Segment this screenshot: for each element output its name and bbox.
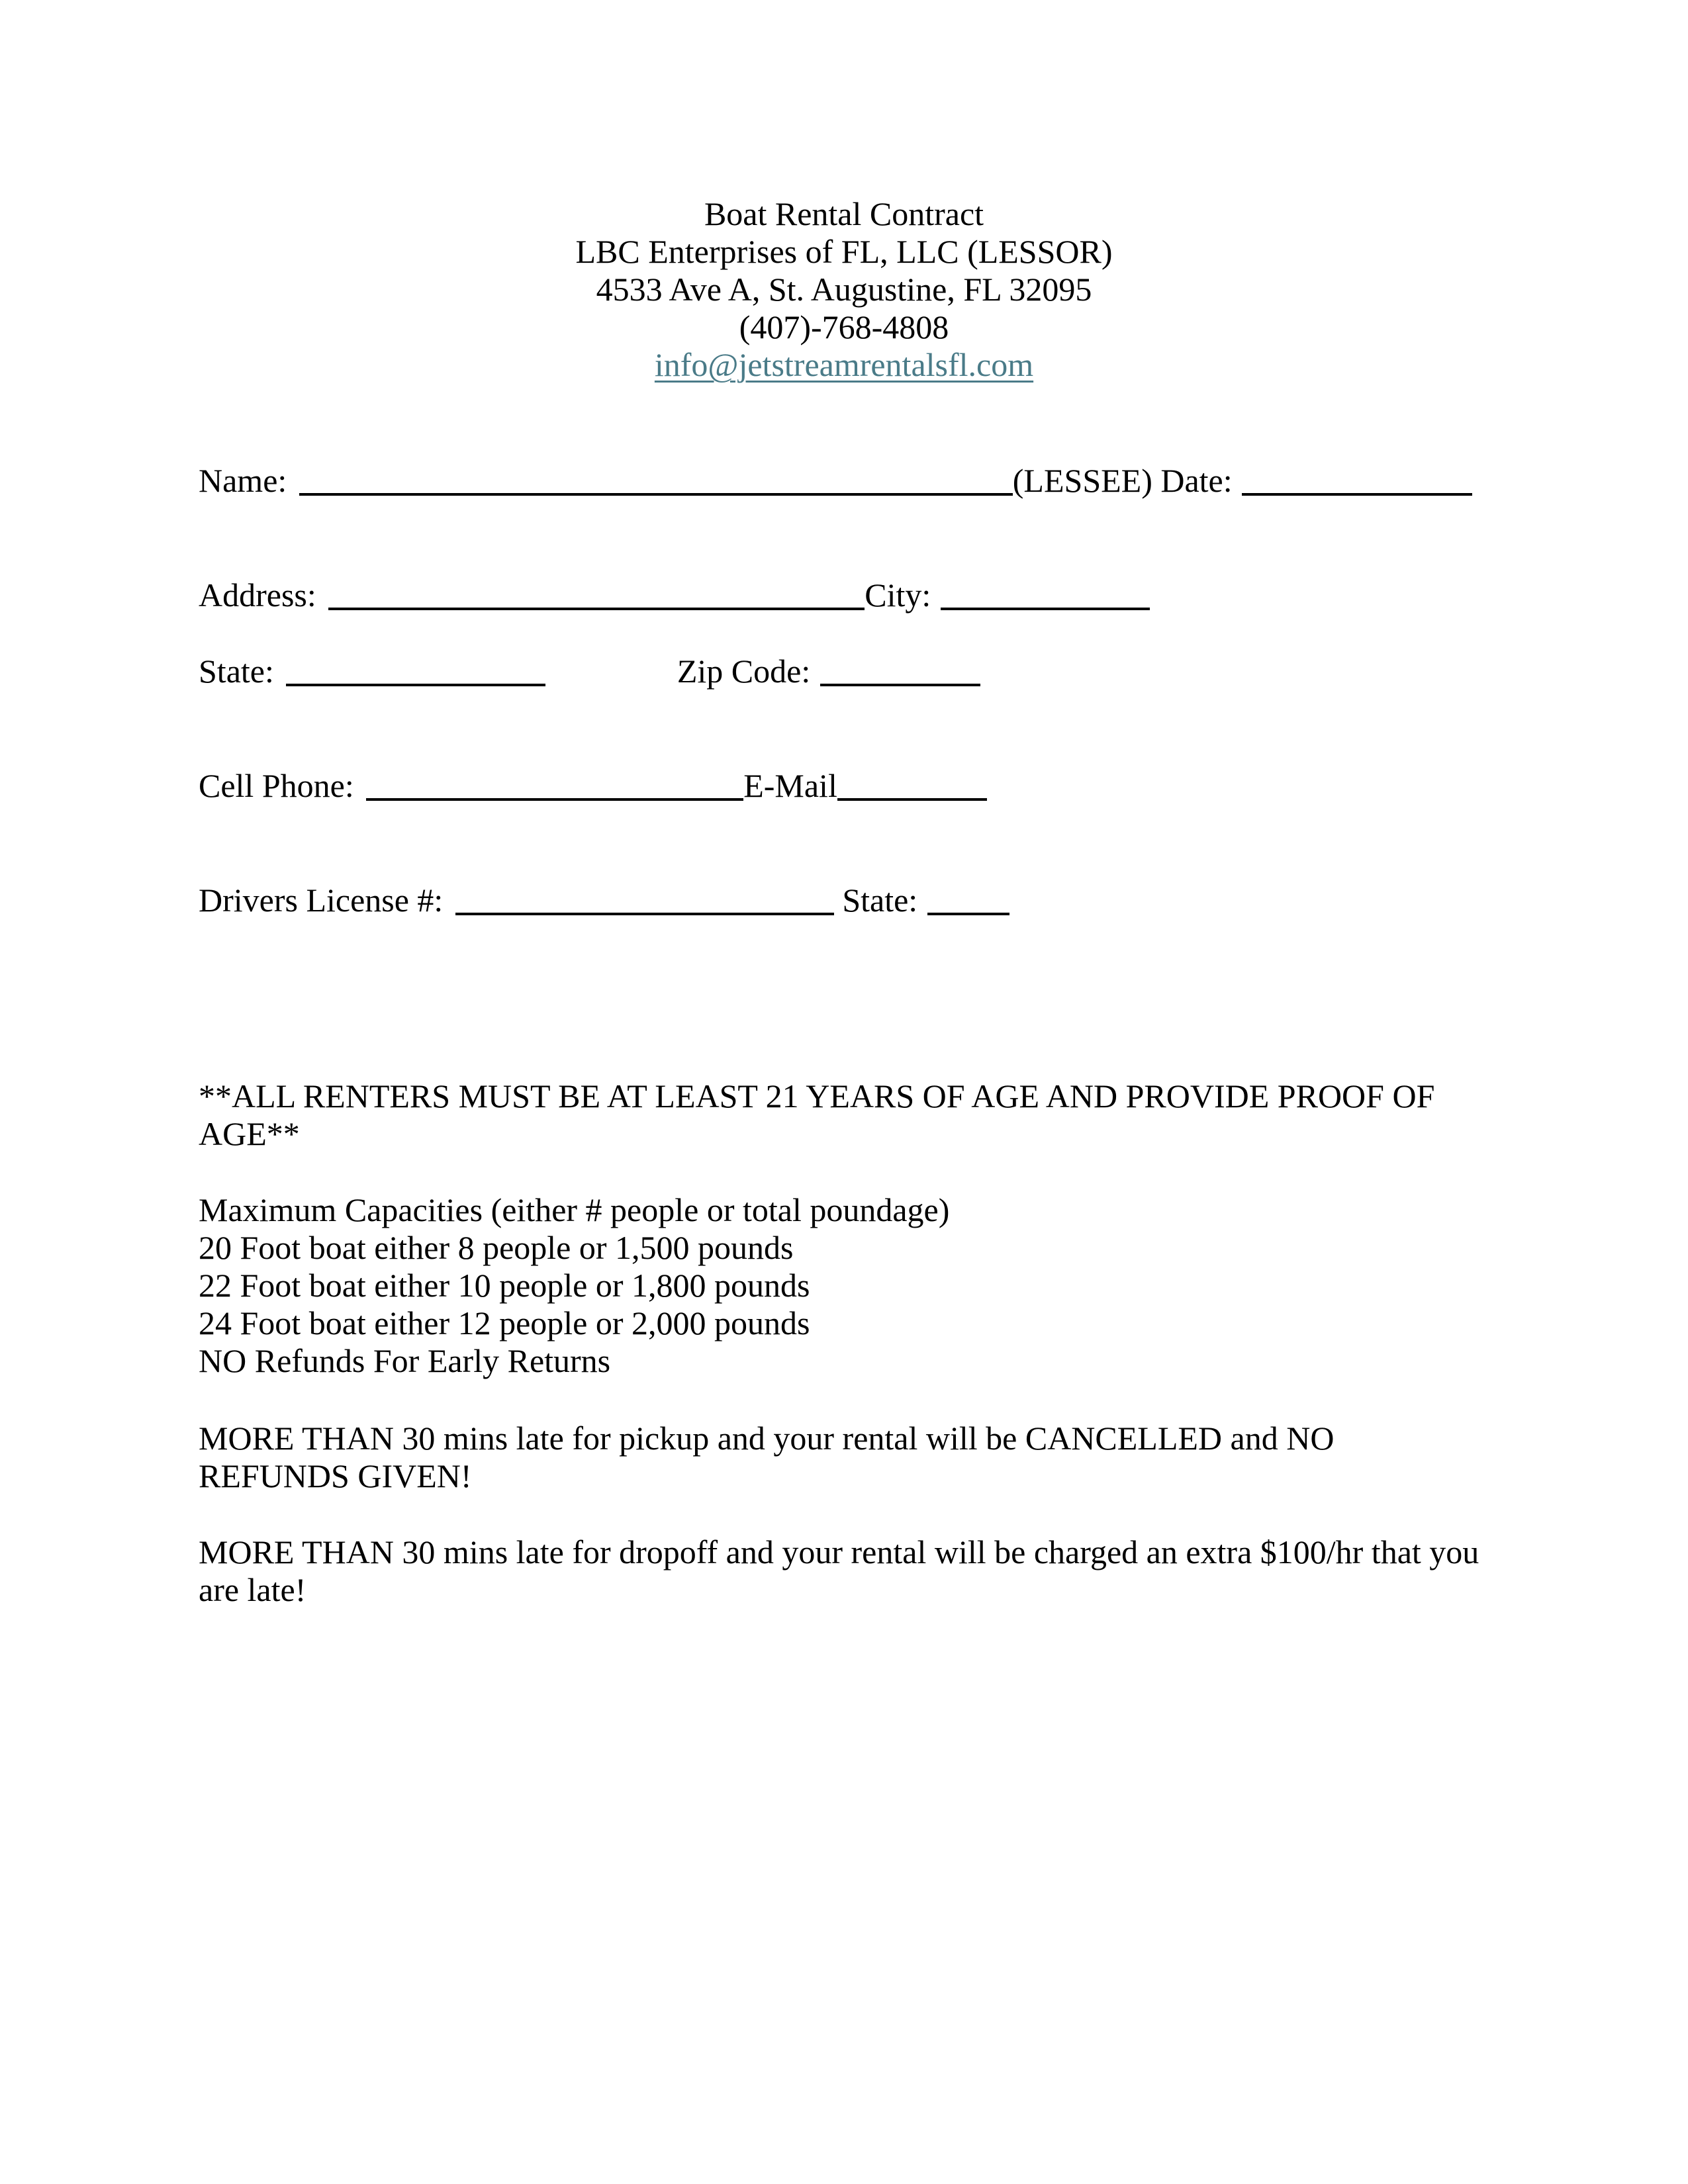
date-field[interactable] (1242, 467, 1472, 496)
lessee-date-label: (LESSEE) Date: (1012, 462, 1233, 499)
state-field[interactable] (286, 657, 545, 686)
license-state-label: State: (842, 882, 918, 919)
capacity-item: 24 Foot boat either 12 people or 2,000 pounds (199, 1304, 810, 1342)
late-pickup-notice (199, 1420, 1496, 1495)
lessor-address: 4533 Ave A, St. Augustine, FL 32095 (596, 271, 1092, 308)
cell-phone-field[interactable] (366, 772, 743, 801)
drivers-license-field[interactable] (455, 886, 834, 915)
age-requirement-notice (199, 1077, 1496, 1153)
lessor-company: LBC Enterprises of FL, LLC (LESSOR) (575, 233, 1113, 270)
zip-code-field[interactable] (820, 657, 980, 686)
address-city-row (199, 576, 1150, 614)
capacity-item: 22 Foot boat either 10 people or 1,800 pounds (199, 1267, 810, 1304)
email-label: E-Mail (743, 767, 837, 804)
lessor-email-link[interactable]: info@jetstreamrentalsfl.com (654, 346, 1034, 383)
city-label: City: (865, 576, 931, 614)
capacity-heading: Maximum Capacities (either # people or total poundage) (199, 1191, 950, 1228)
contract-header (0, 195, 1688, 384)
state-zip-row (199, 653, 980, 690)
pickup-notice-line: MORE THAN 30 mins late for pickup and your rental will be CANCELLED and NO (199, 1420, 1335, 1457)
cell-phone-label: Cell Phone: (199, 767, 354, 804)
pickup-notice-line: REFUNDS GIVEN! (199, 1457, 472, 1494)
refund-policy: NO Refunds For Early Returns (199, 1342, 611, 1379)
age-notice-line: AGE** (199, 1115, 300, 1152)
state-label: State: (199, 653, 274, 690)
late-dropoff-notice (199, 1533, 1496, 1609)
capacity-list (199, 1191, 1496, 1380)
name-label: Name: (199, 462, 287, 499)
city-field[interactable] (941, 581, 1150, 610)
drivers-license-row (199, 882, 1009, 919)
lessor-phone: (407)-768-4808 (739, 308, 949, 345)
dropoff-notice-line: MORE THAN 30 mins late for dropoff and your rental will be charged an extra $100/hr that you (199, 1533, 1479, 1570)
address-label: Address: (199, 576, 316, 614)
license-state-field[interactable] (927, 886, 1009, 915)
drivers-license-label: Drivers License #: (199, 882, 444, 919)
age-notice-line: **ALL RENTERS MUST BE AT LEAST 21 YEARS OF AGE AND PROVIDE PROOF OF (199, 1077, 1435, 1115)
dropoff-notice-line: are late! (199, 1571, 306, 1608)
phone-email-row (199, 767, 987, 805)
capacity-item: 20 Foot boat either 8 people or 1,500 pounds (199, 1229, 794, 1266)
email-field[interactable] (837, 772, 987, 801)
name-date-row (199, 462, 1472, 500)
address-field[interactable] (328, 581, 865, 610)
document-title: Boat Rental Contract (704, 195, 984, 232)
name-field[interactable] (299, 467, 1013, 496)
zip-code-label: Zip Code: (677, 653, 811, 690)
